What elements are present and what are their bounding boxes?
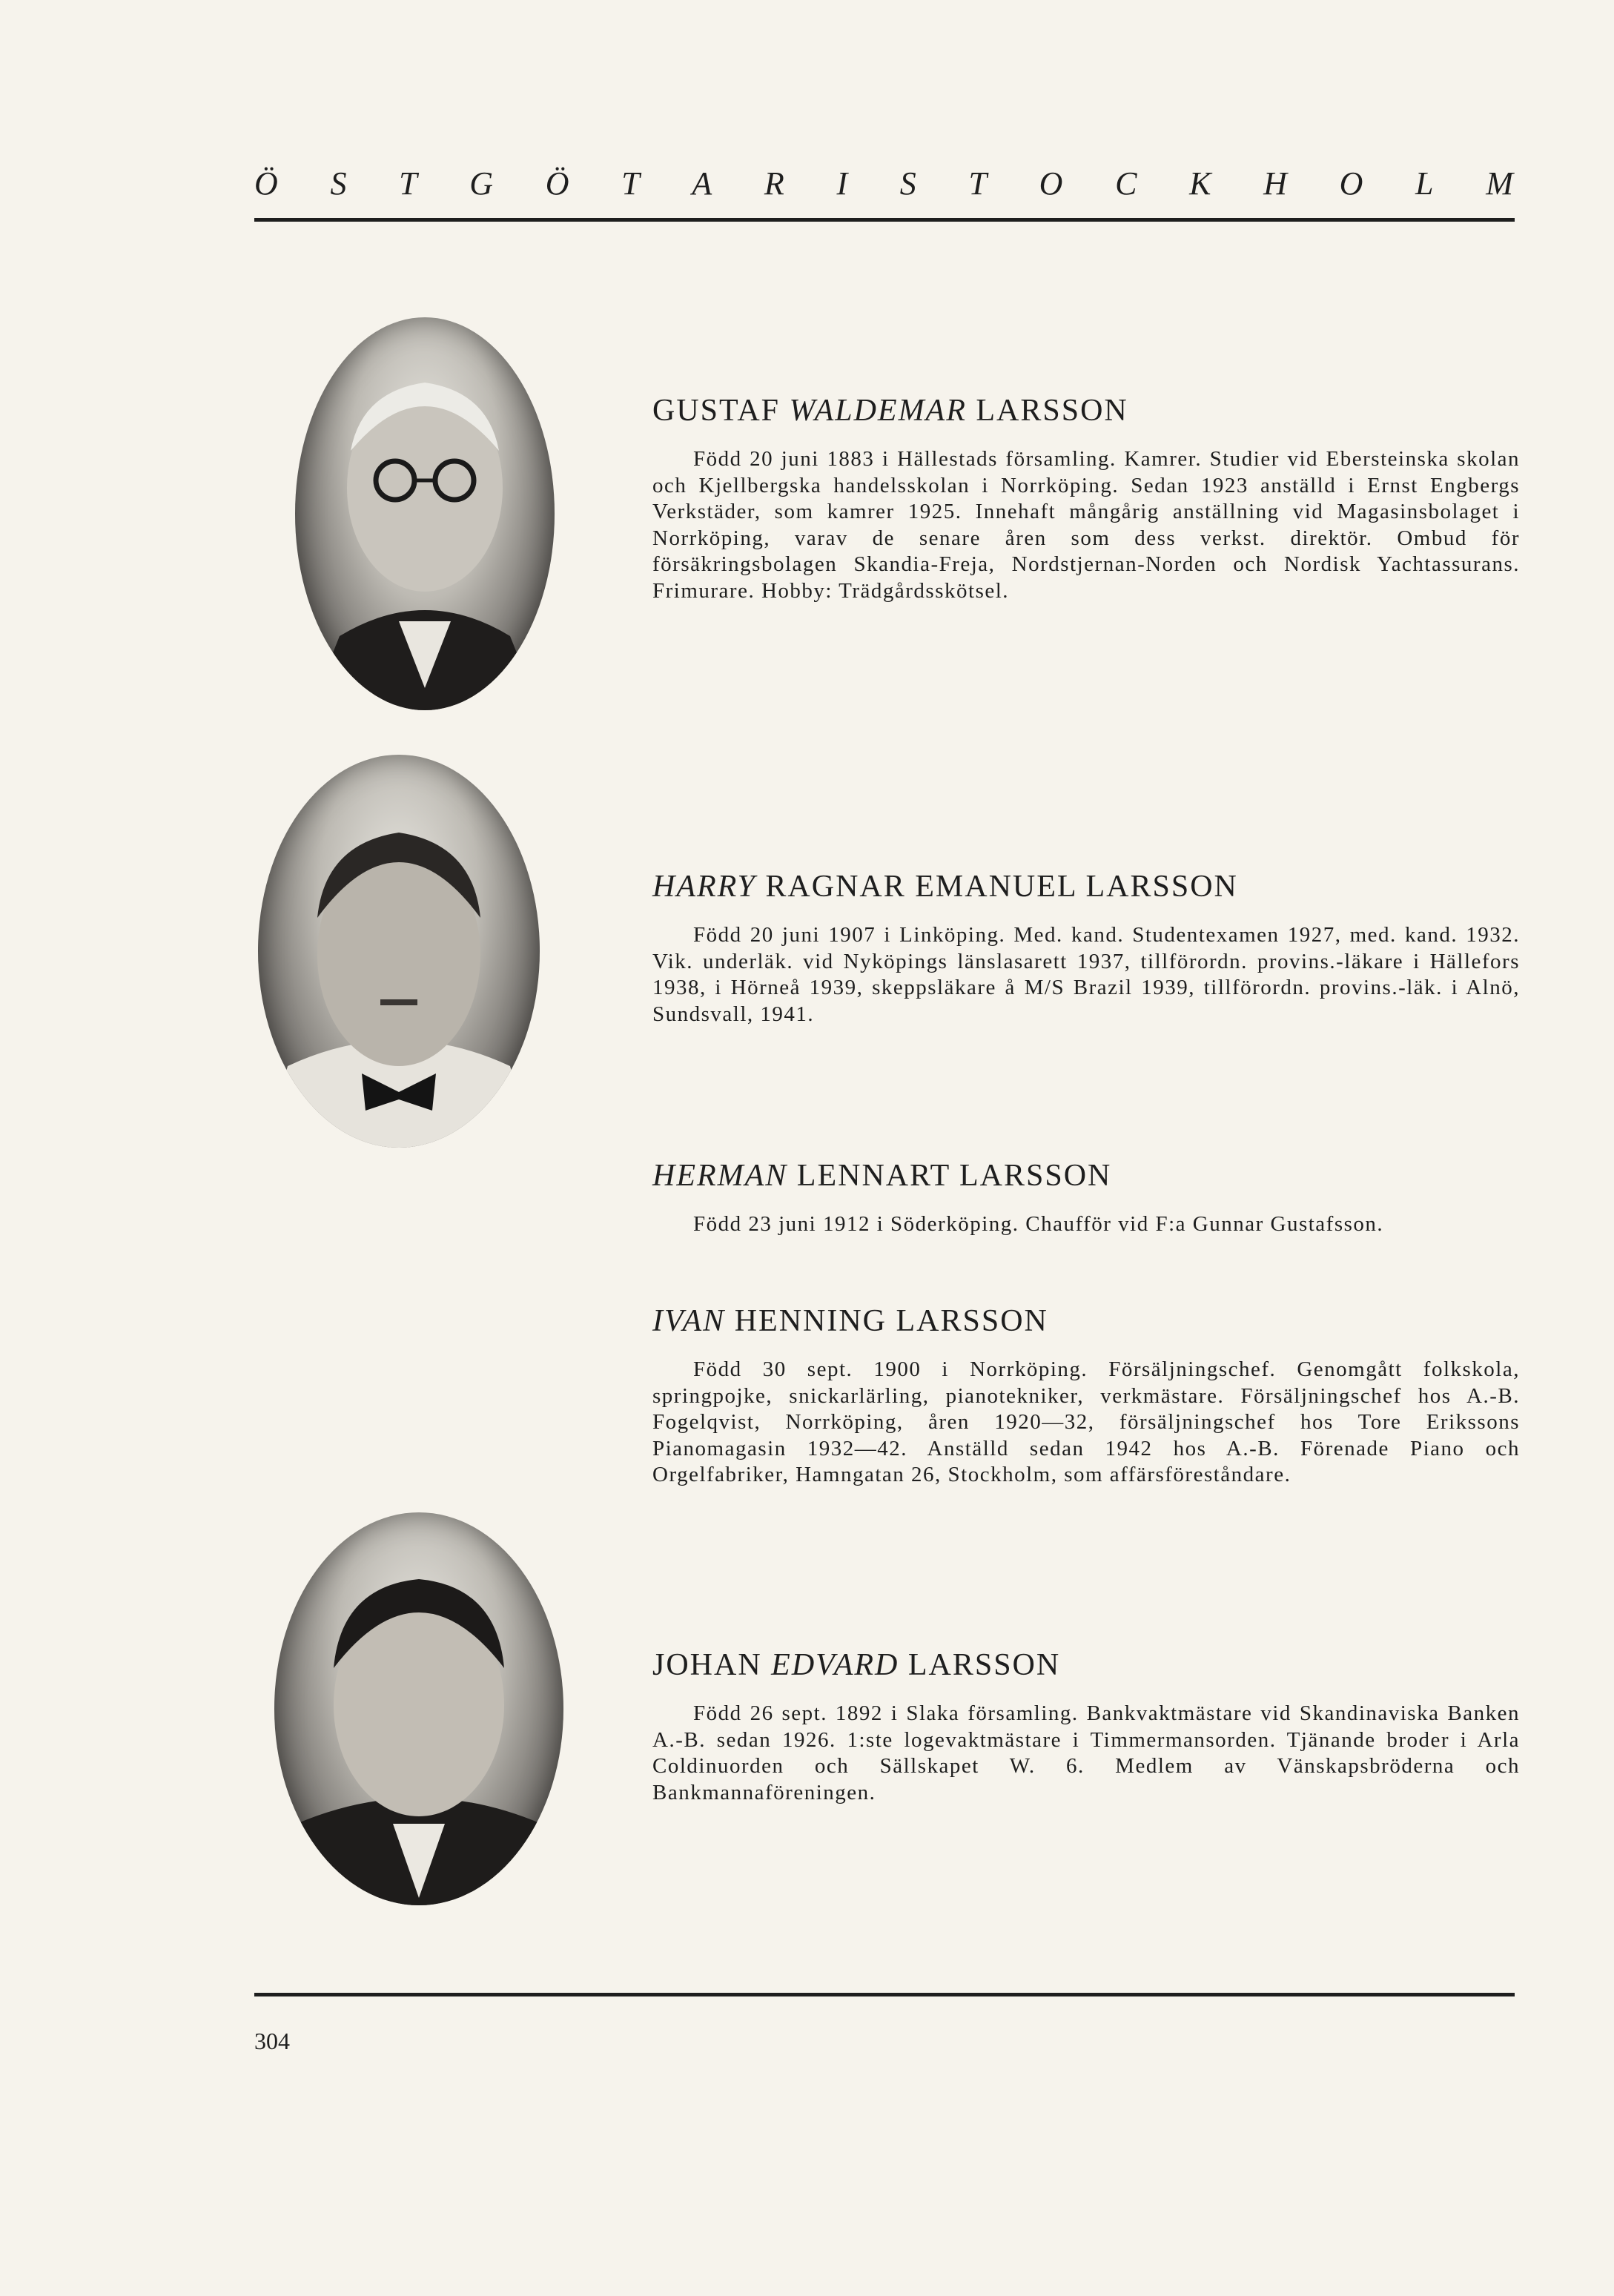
header-letter: C: [1115, 165, 1139, 202]
person-name: [652, 1303, 1520, 1339]
header-letter: K: [1189, 165, 1213, 202]
header-letter: L: [1415, 165, 1435, 202]
biography-entry: [652, 393, 1520, 604]
header-letter: R: [764, 165, 786, 202]
biography-text: Född 30 sept. 1900 i Norrköping. Försäljningschef. Genomgått folkskola, springpojke, snickarlärling, pianotekniker, verkmästare. Försäljningschef hos A.-B. Fogelqvist, Norrköping, åren 1920—32, försäljningschef hos Tore Erikssons Pianomagasin 1932—42. Anställd sedan 1942 hos A.-B. Förenade Piano och Orgelfabriker, Hamngatan 26, Stockholm, som affärsföreståndare.: [652, 1357, 1520, 1486]
footer-rule: [254, 1993, 1515, 1996]
header-letter: M: [1486, 165, 1515, 202]
header-letter: S: [330, 165, 348, 202]
header-letter: T: [399, 165, 419, 202]
header-letter: H: [1263, 165, 1289, 202]
name-part: LARSSON: [899, 1648, 1061, 1682]
header-letter: O: [1339, 165, 1365, 202]
name-part-italic: IVAN: [652, 1304, 726, 1338]
header-letter: G: [469, 165, 495, 202]
name-part: RAGNAR EMANUEL LARSSON: [755, 870, 1238, 904]
name-part: JOHAN: [652, 1648, 772, 1682]
header-letter: O: [1039, 165, 1065, 202]
name-part: LENNART LARSSON: [787, 1159, 1112, 1193]
biography-entry: [652, 869, 1520, 1028]
header-letter: A: [692, 165, 714, 202]
biography-text: Född 26 sept. 1892 i Slaka församling. Bankvaktmästare vid Skandinaviska Banken A.-B. sedan 1926. 1:ste logevaktmästare i Timmermansorden. Tjänande broder i Arla Coldinuorden och Sällskapet W. 6. Medlem av Vänskapsbröderna och Bankmannaföreningen.: [652, 1701, 1520, 1804]
biography-text: Född 20 juni 1883 i Hällestads församling. Kamrer. Studier vid Ebersteinska skolan och Kjellbergska handelsskolan i Norrköping. Sedan 1923 anställd i Ernst Engbergs Verkstäder, som kamrer 1925. Innehaft mångårig anställning vid Magasinsbolaget i Norrköping, varav de senare åren som dess verkst. direktör. Ombud för försäkringsbolagen Skandia-Freja, Nordstjernan-Norden och Nordisk Yachtassurans. Frimurare. Hobby: Trädgårdsskötsel.: [652, 447, 1520, 603]
name-part-italic: EDVARD: [771, 1648, 899, 1682]
biography-text: Född 23 juni 1912 i Söderköping. Chaufför vid F:a Gunnar Gustafsson.: [693, 1212, 1384, 1236]
header-letter: Ö: [254, 165, 280, 202]
header-letter: T: [968, 165, 988, 202]
biography-entry: [652, 1303, 1520, 1489]
header-letter: T: [621, 165, 641, 202]
running-header: [254, 165, 1515, 202]
name-part: LARSSON: [966, 394, 1128, 428]
biography-entry: [652, 1647, 1520, 1806]
header-letter: S: [899, 165, 918, 202]
portrait-harry-larsson: [258, 755, 540, 1148]
biography-text: Född 20 juni 1907 i Linköping. Med. kand. Studentexamen 1927, med. kand. 1932. Vik. underläk. vid Nyköpings länslasarett 1937, tillförordn. provins.-läkare i Hällefors 1938, i Hörneå 1939, skeppsläkare å M/S Brazil 1939, tillförordn. provins.-läk. i Alnö, Sundsvall, 1941.: [652, 923, 1520, 1026]
person-name: [652, 1647, 1520, 1683]
person-name: [652, 393, 1520, 429]
name-part: HENNING LARSSON: [725, 1304, 1048, 1338]
biography-entry: [652, 1158, 1520, 1238]
page-number: 304: [254, 2028, 290, 2054]
header-rule: [254, 218, 1515, 222]
portrait-gustaf-larsson: [295, 317, 555, 710]
name-part: GUSTAF: [652, 394, 790, 428]
name-part-italic: WALDEMAR: [789, 394, 967, 428]
name-part-italic: HERMAN: [652, 1159, 788, 1193]
person-name: [652, 1158, 1520, 1194]
person-name: [652, 869, 1520, 904]
portrait-johan-larsson: [274, 1512, 563, 1905]
name-part-italic: HARRY: [652, 870, 756, 904]
header-letter: I: [836, 165, 850, 202]
header-letter: Ö: [545, 165, 571, 202]
